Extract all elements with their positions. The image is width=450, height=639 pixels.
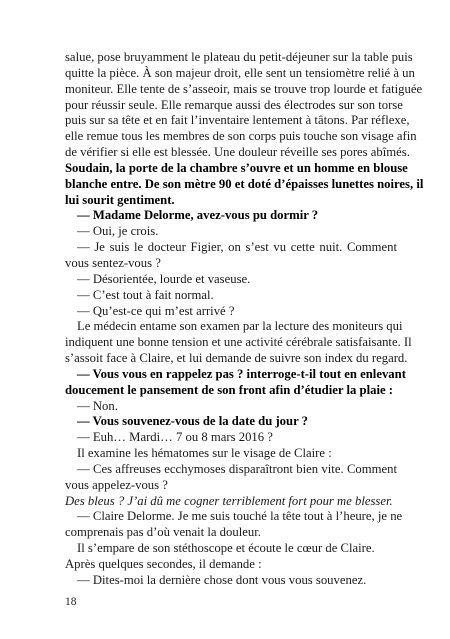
paragraph-start: Il s’empare de son stéthoscope et écoute le cœur de Claire. (77, 541, 375, 556)
text-line: doucement le pansement de son front afin d’étudier la plaie : (65, 382, 393, 397)
dialogue-line: — Je suis le docteur Figier, on s’est vu cette nuit. Comment (77, 240, 397, 255)
text-line: elle remue tous les membres de son corps puis touche son visage afin (65, 129, 417, 144)
dialogue-line: — Ces affreuses ecchymoses disparaîtront bien vite. Comment (77, 461, 397, 476)
text-line: salue, pose bruyamment le plateau du petit-déjeuner sur la table puis (65, 50, 413, 64)
text-line: pour réussir seule. Elle remarque aussi des électrodes sur son torse (65, 97, 403, 112)
text-line: vous appelez-vous ? (65, 477, 168, 492)
page-number: 18 (65, 596, 77, 608)
text-line: s’assoit face à Claire, et lui demande de suivre son index du regard. (65, 351, 408, 366)
text-line: vous sentez-vous ? (65, 255, 161, 270)
text-line: moniteur. Elle tente de s’asseoir, mais se trouve trop lourde et fatiguée (65, 81, 423, 96)
dialogue-line: — Désorientée, lourde et vaseuse. (77, 271, 251, 286)
book-page-text (65, 50, 424, 589)
dialogue-line: — Oui, je crois. (77, 224, 159, 239)
dialogue-line: — Dites-moi la dernière chose dont vous vous souvenez. (77, 572, 367, 587)
italic-thought-line: Des bleus ? J’ai dû me cogner terriblement fort pour me blesser. (65, 493, 393, 508)
dialogue-line: — C’est tout à fait normal. (77, 287, 214, 302)
text-line: quitte la pièce. À son majeur droit, elle sent un tensiomètre relié à un (65, 65, 415, 80)
dialogue-line: — Vous souvenez-vous de la date du jour ? (77, 414, 309, 429)
text-line: blanche entre. De son mètre 90 et doté d’épaisses lunettes noires, il (65, 176, 424, 191)
text-line: Après quelques secondes, il demande : (65, 557, 262, 571)
text-line: puis sur sa tête et en fait l’inventaire lentement à tâtons. Par réflexe, (65, 113, 410, 128)
dialogue-line: — Qu’est-ce qui m’est arrivé ? (77, 303, 235, 318)
paragraph-start: Le médecin entame son examen par la lecture des moniteurs qui (77, 319, 403, 334)
paragraph-start: Il examine les hématomes sur le visage de Claire : (77, 446, 332, 461)
text-line: de vérifier si elle est blessée. Une douleur réveille ses pores abîmés. (65, 145, 410, 160)
dialogue-line: — Euh… Mardi… 7 ou 8 mars 2016 ? (77, 430, 273, 445)
dialogue-line: — Claire Delorme. Je me suis touché la tête tout à l’heure, je ne (77, 509, 403, 524)
text-line: indiquent une bonne tension et une activité cérébrale satisfaisante. Il (65, 335, 412, 350)
dialogue-line: — Madame Delorme, avez-vous pu dormir ? (77, 208, 319, 223)
text-line: Soudain, la porte de la chambre s’ouvre et un homme en blouse (65, 160, 408, 175)
dialogue-line: — Vous vous en rappelez pas ? interroge-t-il tout en enlevant (77, 366, 406, 381)
dialogue-line: — Non. (77, 398, 118, 413)
text-line: comprenais pas d’où venait la douleur. (65, 525, 261, 540)
text-line: lui sourit gentiment. (65, 192, 175, 207)
